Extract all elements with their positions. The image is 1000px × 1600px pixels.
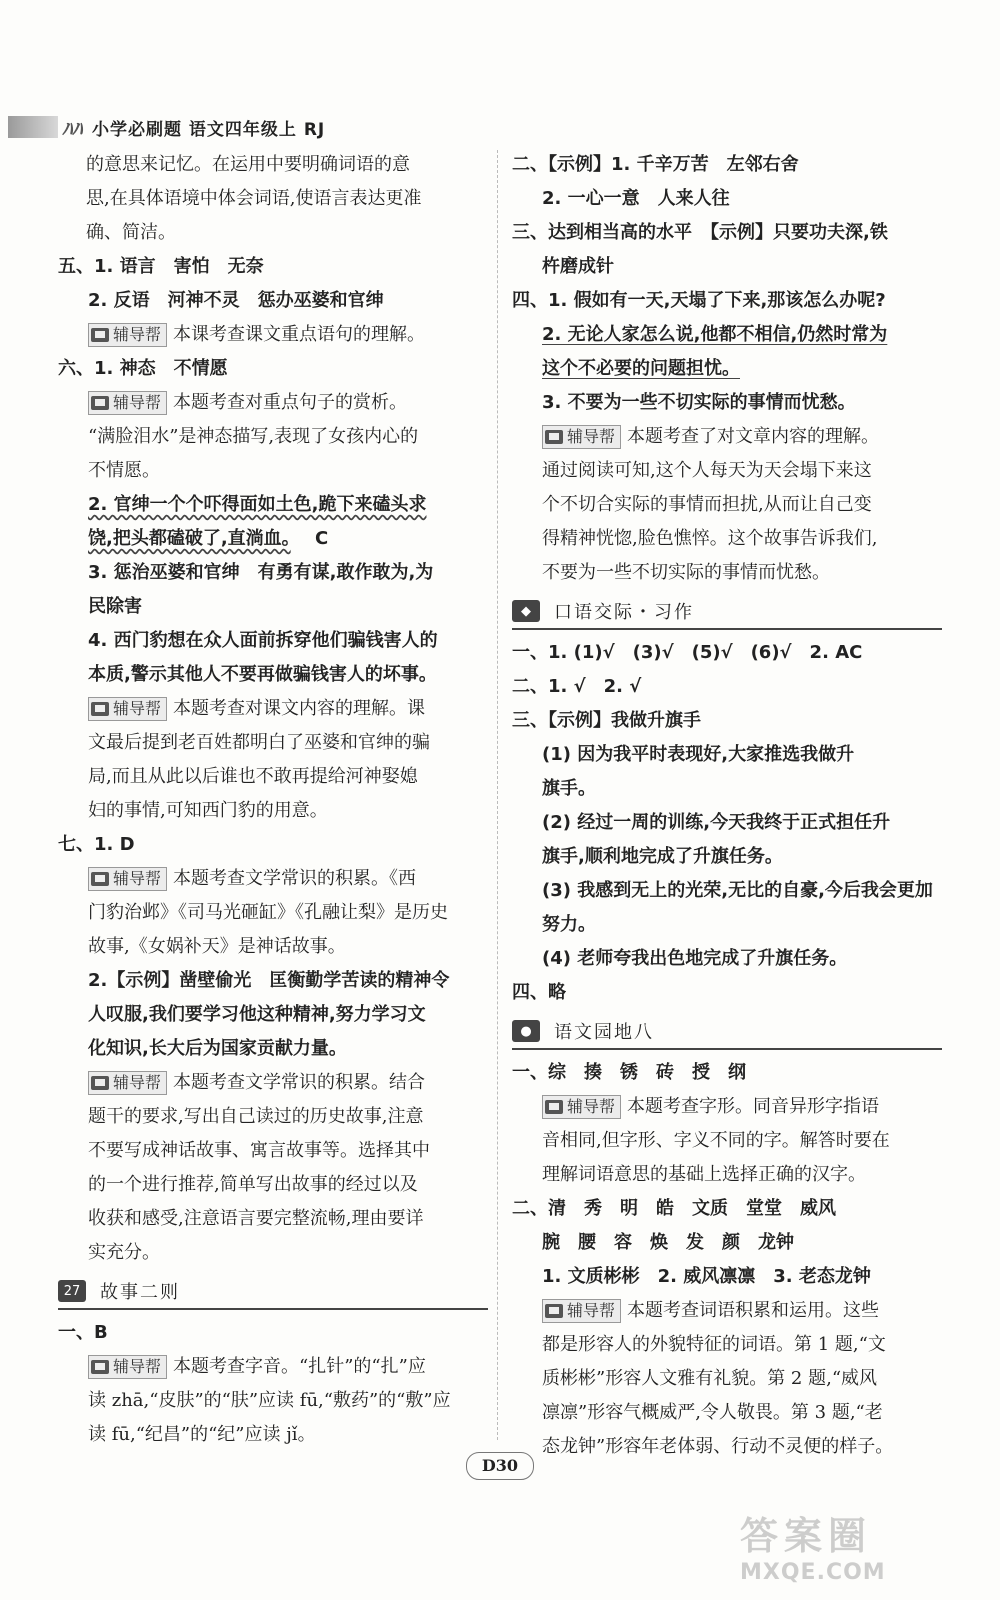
book-icon (545, 430, 563, 444)
header-decoration-bar (8, 116, 58, 138)
answer-line: 本质,警示其他人不要再做骗钱害人的坏事。 (88, 664, 437, 685)
text-line: 实充分。 (88, 1242, 160, 1263)
answer-line: 一、B (58, 1322, 108, 1343)
text-line: 读 fū,“纪昌”的“纪”应读 jǐ。 (88, 1424, 316, 1445)
underlined-text: 2. 无论人家怎么说,他都不相信,仍然时常为 (542, 324, 888, 345)
book-icon (91, 702, 109, 716)
section-heading-stories (58, 1274, 488, 1310)
text-line: 通过阅读可知,这个人每天为天会塌下来这 (542, 460, 872, 481)
answer-line: 一、1. (1)√ (3)√ (5)√ (6)√ 2. AC (512, 642, 863, 663)
answer-line (512, 318, 942, 352)
answer-line: (1) 因为我平时表现好,大家推选我做升 (542, 744, 855, 765)
text-line: 音相同,但字形、字义不同的字。解答时要在 (542, 1130, 890, 1151)
answer-line: 2.【示例】凿壁偷光 匡衡勤学苦读的精神令 (88, 970, 450, 991)
tutor-note (58, 386, 488, 420)
section-title: 语文园地八 (554, 1022, 654, 1043)
answer-line: 腕 腰 容 焕 发 颜 龙钟 (542, 1232, 794, 1253)
answer-line: 七、1. D (58, 834, 135, 855)
answer-line: 二、清 秀 明 皓 文质 堂堂 威风 (512, 1198, 836, 1219)
book-icon (91, 872, 109, 886)
note-text: 本题考查字音。“扎针”的“扎”应 (173, 1356, 426, 1377)
answer-line: 一、综 揍 锈 砖 授 纲 (512, 1062, 746, 1083)
text-line: 读 zhā,“皮肤”的“肤”应读 fū,“敷药”的“敷”应 (88, 1390, 451, 1411)
answer-line: 2. 反语 河神不灵 惩办巫婆和官绅 (88, 290, 384, 311)
note-text: 本题考查了对文章内容的理解。 (627, 426, 880, 447)
note-text: 本题考查文学常识的积累。结合 (173, 1072, 426, 1093)
text-line: 个不切合实际的事情而担扰,从而让自己变 (542, 494, 872, 515)
text-line: 故事,《女娲补天》是神话故事。 (88, 936, 346, 957)
answer-line: 二、【示例】1. 千辛万苦 左邻右舍 (512, 154, 799, 175)
text-line: 局,而且从此以后谁也不敢再提给河神娶媳 (88, 766, 418, 787)
answer-line: 四、略 (512, 982, 566, 1003)
book-icon (91, 396, 109, 410)
section-title: 故事二则 (100, 1282, 180, 1303)
book-icon (91, 1360, 109, 1374)
lesson-number-icon: 27 (58, 1280, 86, 1302)
note-text: 本题考查对重点句子的赏析。 (173, 392, 408, 413)
text-line: 都是形容人的外貌特征的词语。第 1 题,“文 (542, 1334, 886, 1355)
text-line: 确、简洁。 (86, 222, 176, 243)
watermark-logo (740, 1505, 980, 1590)
answer-line: 五、1. 语言 害怕 无奈 (58, 256, 264, 277)
note-text: 本题考查字形。同音异形字指语 (627, 1096, 880, 1117)
tutor-tag-label: 辅导帮 (113, 393, 162, 412)
tutor-tag-label: 辅导帮 (567, 427, 616, 446)
answer-line: 2. 一心一意 人来人往 (542, 188, 730, 209)
note-text: 本题考查对课文内容的理解。课 (173, 698, 426, 719)
tutor-note (58, 318, 488, 352)
underlined-text: 这个不必要的问题担忧。 (542, 358, 740, 379)
text-line: 理解词语意思的基础上选择正确的汉字。 (542, 1164, 866, 1185)
answer-line: 三、达到相当高的水平 【示例】只要功夫深,铁 (512, 222, 888, 243)
book-icon (91, 328, 109, 342)
text-line: 不要写成神话故事、寓言故事等。选择其中 (88, 1140, 430, 1161)
note-text: 本课考查课文重点语句的理解。 (173, 324, 426, 345)
lightbulb-icon: ● (512, 1020, 540, 1042)
answer-line: (3) 我感到无上的光荣,无比的自豪,今后我会更加 (542, 880, 933, 901)
tutor-tag (88, 391, 167, 415)
tutor-tag (88, 1355, 167, 1379)
tutor-note (58, 1066, 488, 1100)
answer-line: 二、1. √ 2. √ (512, 676, 642, 697)
answer-line: 3. 不要为一些不切实际的事情而忧愁。 (542, 392, 856, 413)
answer-line: 杵磨成针 (542, 256, 614, 277)
answer-line: 旗手,顺利地完成了升旗任务。 (542, 846, 783, 867)
text-line: 不要为一些不切实际的事情而忧愁。 (542, 562, 830, 583)
answer-line: 化知识,长大后为国家贡献力量。 (88, 1038, 347, 1059)
answer-line: 1. 文质彬彬 2. 威风凛凛 3. 老态龙钟 (542, 1266, 871, 1287)
tutor-note (512, 1294, 942, 1328)
tutor-note (512, 420, 942, 454)
right-column (512, 148, 942, 1464)
note-text: 本题考查词语积累和运用。这些 (627, 1300, 880, 1321)
tutor-tag (88, 323, 167, 347)
page-header (8, 112, 325, 142)
answer-line: 旗手。 (542, 778, 596, 799)
answer-line: 努力。 (542, 914, 596, 935)
watermark-top: 答案圈 (740, 1514, 873, 1558)
page-number: D30 (466, 1452, 534, 1480)
tutor-note (58, 1350, 488, 1384)
answer-line: 六、1. 神态 不情愿 (58, 358, 228, 379)
tutor-tag-label: 辅导帮 (113, 1357, 162, 1376)
text-line: 态龙钟”形容年老体弱、行动不灵便的样子。 (542, 1436, 894, 1457)
book-icon (91, 1076, 109, 1090)
text-line: 文最后提到老百姓都明白了巫婆和官绅的骗 (88, 732, 430, 753)
text-line: 思,在具体语境中体会词语,使语言表达更准 (86, 188, 422, 209)
left-column (58, 148, 488, 1452)
header-logo: ﾊﾊ (62, 116, 82, 141)
answer-line (512, 352, 942, 386)
section-heading-oral (512, 594, 942, 630)
tutor-tag (542, 425, 621, 449)
choice-answer: C (314, 528, 329, 549)
text-line: 的意思来记忆。在运用中要明确词语的意 (86, 154, 410, 175)
answer-line: 三、【示例】我做升旗手 (512, 710, 701, 731)
tutor-tag-label: 辅导帮 (113, 325, 162, 344)
header-title: 小学必刷题 语文四年级上 RJ (92, 119, 326, 140)
tutor-note (58, 862, 488, 896)
book-icon (545, 1100, 563, 1114)
answer-line: 4. 西门豹想在众人面前拆穿他们骗钱害人的 (88, 630, 438, 651)
text-line: 得精神恍惚,脸色憔悴。这个故事告诉我们, (542, 528, 878, 549)
answer-line: (4) 老师夸我出色地完成了升旗任务。 (542, 948, 848, 969)
text-line: 质彬彬”形容人文雅有礼貌。第 2 题,“威风 (542, 1368, 878, 1389)
section-title: 口语交际・习作 (554, 602, 694, 623)
tutor-tag (88, 1071, 167, 1095)
text-line: 门豹治邺》《司马光砸缸》《孔融让梨》是历史 (88, 902, 448, 923)
column-divider (497, 150, 498, 1440)
note-text: 本题考查文学常识的积累。《西 (173, 868, 417, 889)
tutor-note (58, 692, 488, 726)
text-line: 凛凛”形容气概威严,令人敬畏。第 3 题,“老 (542, 1402, 883, 1423)
wavy-underlined-text: 2. 官绅一个个吓得面如土色,跪下来磕头求 (88, 494, 427, 515)
text-line: 不情愿。 (88, 460, 160, 481)
book-icon (545, 1304, 563, 1318)
text-line: 妇的事情,可知西门豹的用意。 (88, 800, 328, 821)
text-line: 的一个进行推荐,简单写出故事的经过以及 (88, 1174, 418, 1195)
speech-icon: ◆ (512, 600, 540, 622)
tutor-note (512, 1090, 942, 1124)
answer-line (58, 522, 488, 556)
answer-line: 3. 惩治巫婆和官绅 有勇有谋,敢作敢为,为 (88, 562, 434, 583)
answer-line: 民除害 (88, 596, 142, 617)
tutor-tag-label: 辅导帮 (113, 699, 162, 718)
watermark-bottom: MXQE.COM (740, 1560, 886, 1585)
tutor-tag-label: 辅导帮 (567, 1097, 616, 1116)
answer-line: 四、1. 假如有一天,天塌了下来,那该怎么办呢? (512, 290, 886, 311)
wavy-underlined-text: 饶,把头都磕破了,直淌血。 (88, 528, 291, 549)
tutor-tag-label: 辅导帮 (567, 1301, 616, 1320)
text-line: “满脸泪水”是神态描写,表现了女孩内心的 (88, 426, 419, 447)
tutor-tag (88, 867, 167, 891)
tutor-tag (88, 697, 167, 721)
answer-line: 人叹服,我们要学习他这种精神,努力学习文 (88, 1004, 426, 1025)
tutor-tag (542, 1095, 621, 1119)
answer-line: (2) 经过一周的训练,今天我终于正式担任升 (542, 812, 891, 833)
text-line: 题干的要求,写出自己读过的历史故事,注意 (88, 1106, 424, 1127)
tutor-tag (542, 1299, 621, 1323)
tutor-tag-label: 辅导帮 (113, 869, 162, 888)
section-heading-garden (512, 1014, 942, 1050)
answer-line (58, 488, 488, 522)
tutor-tag-label: 辅导帮 (113, 1073, 162, 1092)
text-line: 收获和感受,注意语言要完整流畅,理由要详 (88, 1208, 424, 1229)
